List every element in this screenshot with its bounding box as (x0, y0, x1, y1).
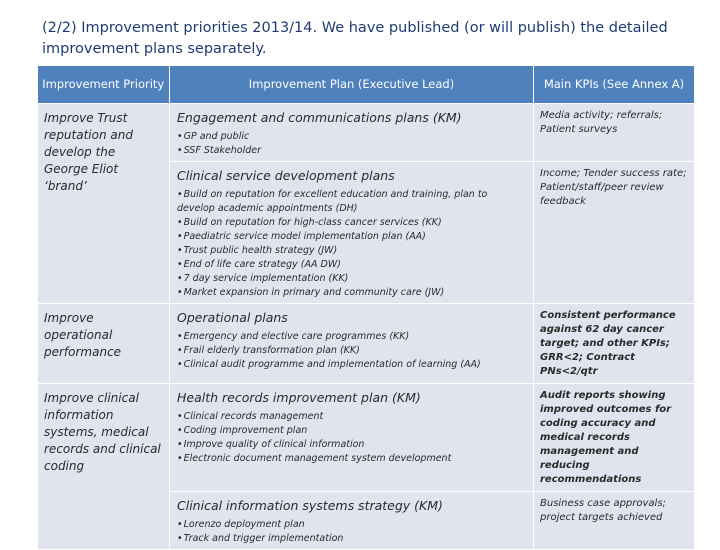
list-item: • Paediatric service model implementation plan (AA) (177, 230, 527, 244)
list-item: • Frail elderly transformation plan (KK) (177, 344, 527, 358)
page-title: (2/2) Improvement priorities 2013/14. We have published (or will publish) the detailed improvement plans separately. (42, 20, 668, 57)
kpi-cell: Business case approvals; project targets achieved (534, 492, 695, 550)
kpi-cell: Consistent performance against 62 day cancer target; and other KPIs; GRR<2; Contract PNs<2/qtr (534, 304, 695, 384)
kpi-cell: Media activity; referrals; Patient surveys (534, 104, 695, 162)
plan-heading: Clinical service development plans (177, 168, 395, 183)
kpi-cell: Audit reports showing improved outcomes for coding accuracy and medical records management and reducing recommendations (534, 384, 695, 492)
table-row (38, 304, 695, 384)
list-item: • 7 day service implementation (KK) (177, 272, 527, 286)
list-item: • Build on reputation for high-class cancer services (KK) (177, 216, 527, 230)
plan-bullets (177, 188, 527, 300)
plan-cell (170, 492, 534, 550)
plan-bullets (177, 410, 527, 466)
list-item: • Electronic document management system development (177, 452, 527, 466)
improvement-priorities-table (37, 66, 695, 550)
kpi-cell: Income; Tender success rate; Patient/staff/peer review feedback (534, 162, 695, 304)
table-header-row (38, 66, 695, 104)
plan-bullets (177, 330, 527, 372)
table-row (38, 104, 695, 162)
header-improvement-plan: Improvement Plan (Executive Lead) (170, 66, 534, 104)
header-main-kpis: Main KPIs (See Annex A) (534, 66, 695, 104)
plan-bullets (177, 130, 527, 158)
priority-cell: Improve Trust reputation and develop the George Eliot ‘brand’ (38, 104, 170, 304)
table-row (38, 384, 695, 492)
list-item: • GP and public (177, 130, 527, 144)
plan-heading: Operational plans (177, 310, 288, 325)
list-item: • Clinical records management (177, 410, 527, 424)
plan-heading: Health records improvement plan (KM) (177, 390, 421, 405)
list-item: • Improve quality of clinical information (177, 438, 527, 452)
plan-cell (170, 384, 534, 492)
list-item: • Trust public health strategy (JW) (177, 244, 527, 258)
plan-bullets (177, 518, 527, 546)
list-item: • SSF Stakeholder (177, 144, 527, 158)
list-item: • Emergency and elective care programmes (KK) (177, 330, 527, 344)
plan-heading: Clinical information systems strategy (KM) (177, 498, 443, 513)
plan-cell (170, 304, 534, 384)
plan-cell (170, 162, 534, 304)
priority-cell: Improve clinical information systems, medical records and clinical coding (38, 384, 170, 550)
list-item: • Coding improvement plan (177, 424, 527, 438)
list-item: • End of life care strategy (AA DW) (177, 258, 527, 272)
list-item: • Lorenzo deployment plan (177, 518, 527, 532)
list-item: • Build on reputation for excellent education and training, plan to develop academic appointments (DH) (177, 188, 527, 216)
header-improvement-priority: Improvement Priority (38, 66, 170, 104)
priority-cell: Improve operational performance (38, 304, 170, 384)
list-item: • Clinical audit programme and implementation of learning (AA) (177, 358, 527, 372)
plan-heading: Engagement and communications plans (KM) (177, 110, 462, 125)
list-item: • Market expansion in primary and community care (JW) (177, 286, 527, 300)
list-item: • Track and trigger implementation (177, 532, 527, 546)
plan-cell (170, 104, 534, 162)
